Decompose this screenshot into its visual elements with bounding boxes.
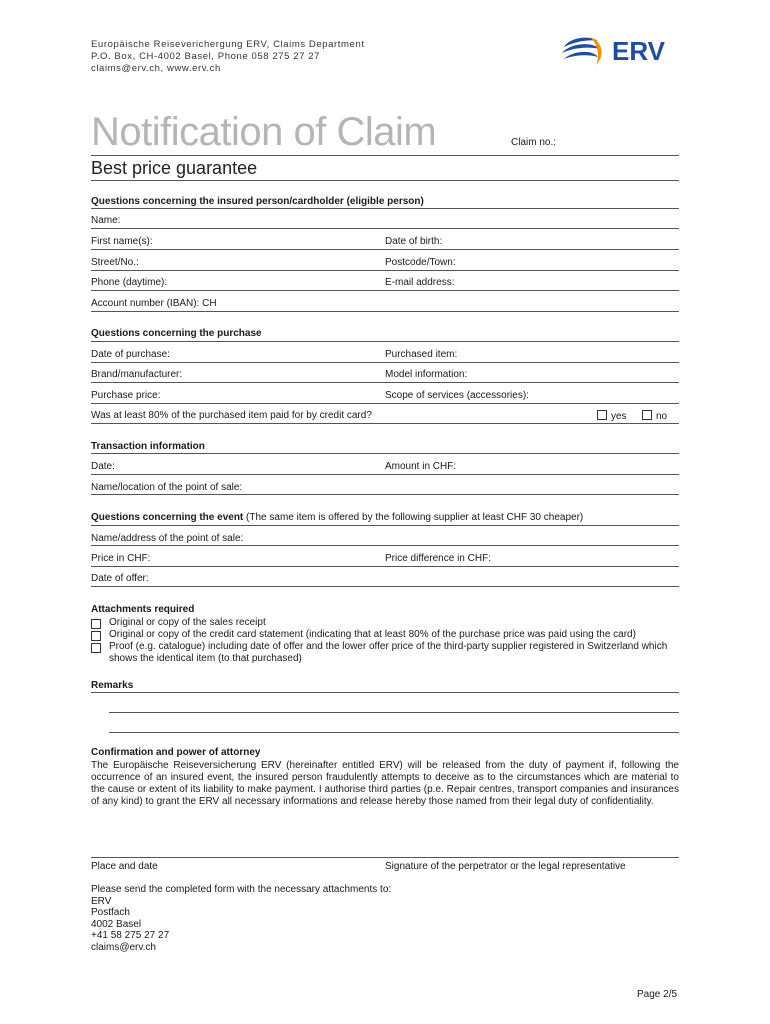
divider — [91, 228, 679, 229]
brand-field[interactable]: Brand/manufacturer: — [91, 369, 183, 380]
attachment-checkbox[interactable] — [91, 631, 101, 641]
amount-chf-field[interactable]: Amount in CHF: — [385, 461, 457, 472]
send-line: +41 58 275 27 27 — [91, 930, 170, 941]
attachment-item[interactable] — [91, 629, 679, 641]
page-title: Notification of Claim — [91, 110, 437, 154]
no-checkbox[interactable] — [642, 410, 652, 420]
remarks-line[interactable] — [109, 712, 679, 713]
divider — [91, 453, 679, 454]
send-line: Postfach — [91, 907, 130, 918]
model-field[interactable]: Model information: — [385, 369, 468, 380]
attachments-list — [91, 617, 679, 665]
credit-card-question: Was at least 80% of the purchased item paid for by credit card? — [91, 410, 372, 421]
no-label: no — [656, 411, 668, 422]
divider — [91, 403, 679, 404]
attachment-checkbox[interactable] — [91, 619, 101, 629]
divider — [91, 362, 679, 363]
attachment-item[interactable] — [91, 641, 681, 665]
section-remarks-heading: Remarks — [91, 680, 134, 691]
page-number: Page 2/5 — [637, 989, 678, 1000]
name-field[interactable]: Name: — [91, 215, 121, 226]
event-heading-text: Questions concerning the event — [91, 512, 244, 523]
postcode-town-field[interactable]: Postcode/Town: — [385, 257, 456, 268]
attachment-item[interactable] — [91, 617, 679, 629]
divider — [91, 180, 679, 181]
claim-number-field[interactable]: Claim no.: — [511, 137, 557, 148]
section-purchase-heading: Questions concerning the purchase — [91, 328, 262, 339]
yes-checkbox[interactable] — [597, 410, 607, 420]
first-names-field[interactable]: First name(s): — [91, 236, 153, 247]
divider — [91, 249, 679, 250]
sender-line-2: P.O. Box, CH-4002 Basel, Phone 058 275 27 27 — [91, 51, 321, 62]
date-of-birth-field[interactable]: Date of birth: — [385, 236, 443, 247]
scope-field[interactable]: Scope of services (accessories): — [385, 390, 529, 401]
form-subtitle: Best price guarantee — [91, 158, 258, 178]
divider — [91, 525, 679, 526]
section-attachments-heading: Attachments required — [91, 604, 195, 615]
send-line: ERV — [91, 895, 112, 907]
price-chf-field[interactable]: Price in CHF: — [91, 553, 151, 564]
street-field[interactable]: Street/No.: — [91, 257, 139, 268]
sender-line-3: claims@erv.ch, www.erv.ch — [91, 63, 221, 74]
iban-field[interactable]: Account number (IBAN): CH — [91, 298, 217, 309]
purchase-price-field[interactable]: Purchase price: — [91, 390, 161, 401]
remarks-line[interactable] — [109, 732, 679, 733]
signature-field[interactable]: Signature of the perpetrator or the legal representative — [385, 861, 626, 872]
divider — [91, 341, 679, 342]
email-field[interactable]: E-mail address: — [385, 277, 455, 288]
section-confirmation-heading: Confirmation and power of attorney — [91, 747, 261, 758]
date-of-purchase-field[interactable]: Date of purchase: — [91, 349, 170, 360]
offer-date-field[interactable]: Date of offer: — [91, 573, 149, 584]
transaction-date-field[interactable]: Date: — [91, 461, 115, 472]
erv-logo — [560, 33, 680, 67]
phone-field[interactable]: Phone (daytime): — [91, 277, 168, 288]
section-event-heading — [91, 512, 583, 523]
divider — [91, 270, 679, 271]
attachment-checkbox[interactable] — [91, 643, 101, 653]
attachment-label: Proof (e.g. catalogue) including date of offer and the lower offer price of the third-party supplier registered in Switzerland which shows the identical item (to that purchased) — [109, 641, 668, 664]
divider — [91, 692, 679, 693]
confirmation-text: The Europäische Reiseversicherung ERV (hereinafter entitled ERV) will be released from the duty of payment if, following the occurrence of an insured event, the insured person fraudulently attempts to deceive as to the circumstances which are material to the cause or extent of its liability to make payment. I authorise third parties (p.e. Repair centres, transport companies and insurances of any kind) to grant the ERV all necessary informations and release hereby those named from their legal duty of confidentiality. — [91, 760, 679, 807]
place-date-field[interactable]: Place and date — [91, 861, 158, 872]
send-intro: Please send the completed form with the necessary attachments to: — [91, 884, 392, 895]
send-line: 4002 Basel — [91, 918, 142, 930]
send-to-block — [91, 884, 391, 953]
point-of-sale-field[interactable]: Name/location of the point of sale: — [91, 482, 243, 493]
divider — [91, 423, 679, 424]
logo-text: ERV — [612, 36, 665, 66]
divider — [91, 155, 679, 156]
divider — [91, 474, 679, 475]
divider — [91, 290, 679, 291]
attachment-label: Original or copy of the sales receipt — [109, 617, 266, 628]
yes-label: yes — [611, 411, 627, 422]
divider — [91, 382, 679, 383]
section-transaction-heading: Transaction information — [91, 441, 205, 452]
divider — [91, 494, 679, 495]
divider — [91, 586, 679, 587]
section-insured-heading: Questions concerning the insured person/cardholder (eligible person) — [91, 196, 424, 207]
send-email[interactable]: claims@erv.ch — [91, 941, 156, 953]
erv-logo-icon — [562, 37, 602, 65]
price-difference-field[interactable]: Price difference in CHF: — [385, 553, 491, 564]
yes-option[interactable] — [597, 410, 627, 422]
divider — [91, 208, 679, 209]
attachment-label: Original or copy of the credit card statement (indicating that at least 80% of the purchase price was paid using the card) — [109, 629, 636, 640]
purchased-item-field[interactable]: Purchased item: — [385, 349, 458, 360]
divider — [91, 311, 679, 312]
divider — [91, 545, 679, 546]
signature-line — [91, 857, 679, 858]
event-heading-note: (The same item is offered by the following supplier at least CHF 30 cheaper) — [243, 512, 584, 523]
offer-address-field[interactable]: Name/address of the point of sale: — [91, 533, 244, 544]
sender-address — [91, 39, 365, 75]
no-option[interactable] — [642, 410, 667, 422]
divider — [91, 566, 679, 567]
sender-line-1: Europäische Reiseverichergung ERV, Claims Department — [91, 39, 365, 50]
